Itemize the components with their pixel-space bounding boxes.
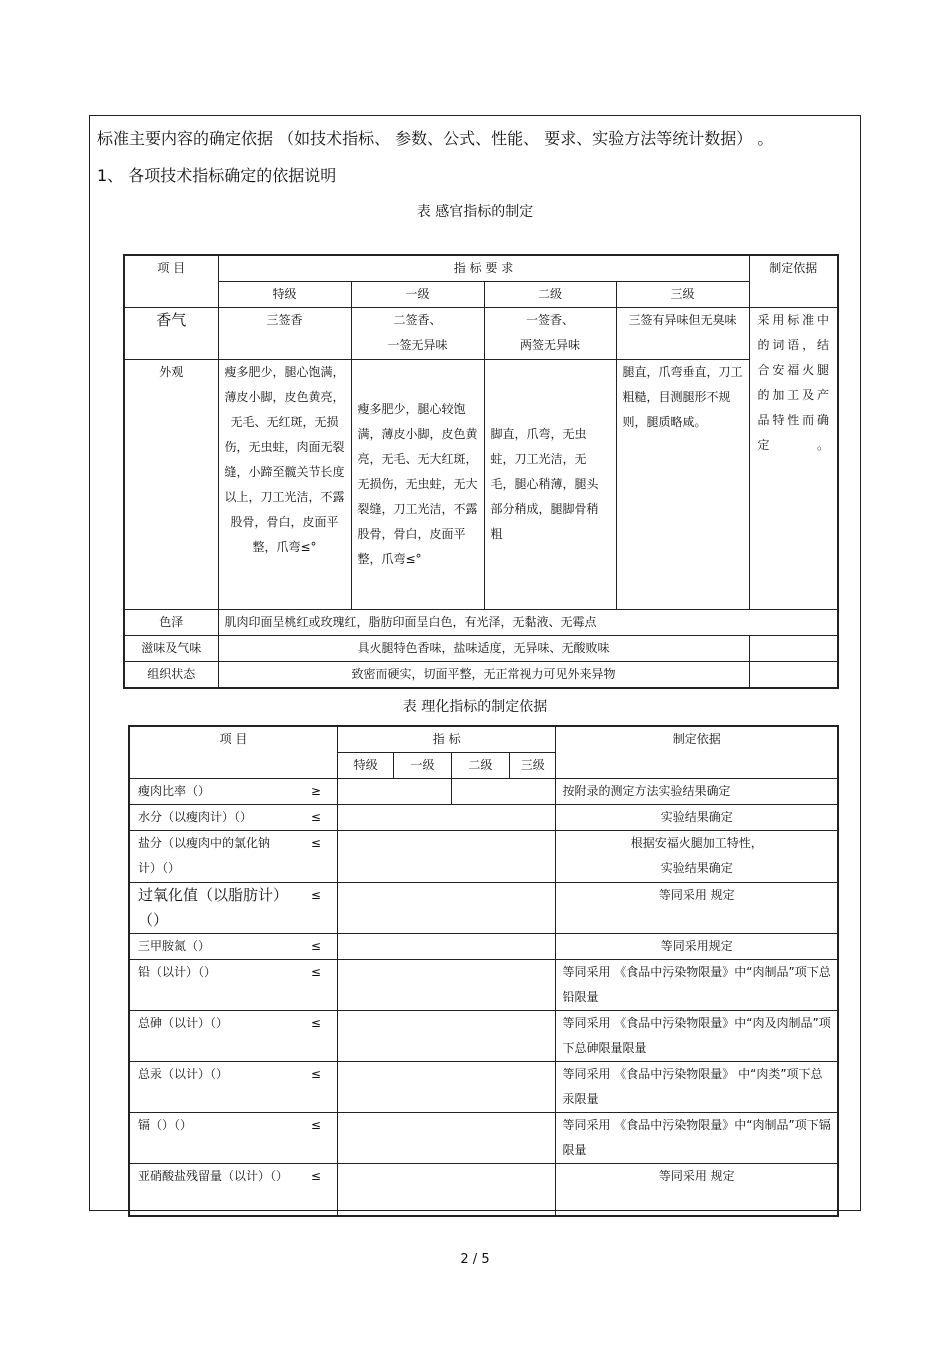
- t1-merged: 肌肉印面呈桃红或玫瑰红，脂肪印面呈白色，有光泽，无黏液、无霉点: [218, 610, 838, 636]
- t2-row-item: 盐分（以瘦肉中的氯化钠计）（） ≤: [129, 831, 337, 883]
- t1-empty: [749, 662, 838, 689]
- table1-caption: 表 感官指标的制定: [416, 204, 534, 220]
- t2-value: [337, 805, 556, 831]
- sensory-table: [123, 254, 839, 689]
- t1-cell: 脚直，爪弯，无虫蛀，刀工光洁，无毛，腿心稍薄，腿头部分稍成，腿脚骨稍粗: [484, 360, 616, 610]
- t2-value: [337, 883, 556, 934]
- t1-merged: 致密而硬实，切面平整，无正常视力可见外来异物: [218, 662, 749, 689]
- t1-cell: 三签香: [218, 308, 351, 360]
- t2-basis: 等同采用 规定: [556, 883, 838, 934]
- t2-value: [337, 1062, 556, 1113]
- t2-value: [451, 779, 556, 805]
- t2-value: [337, 1164, 556, 1216]
- t2-grade: 一级: [394, 753, 451, 779]
- t1-grade: 一级: [351, 282, 484, 308]
- t2-row-item: 总汞（以计）（） ≤: [129, 1062, 337, 1113]
- table2-caption: 表 理化指标的制定依据: [402, 699, 548, 715]
- t2-basis: 等同采用规定: [556, 934, 838, 960]
- t2-grade: 三级: [510, 753, 556, 779]
- t2-basis: 等同采用 《食品中污染物限量》中“肉及肉制品”项下总砷限量限量: [556, 1011, 838, 1062]
- t2-value: [337, 831, 556, 883]
- t2-value: [337, 779, 451, 805]
- t1-header-basis: 制定依据: [749, 255, 838, 308]
- t2-row-item: 三甲胺氮（） ≤: [129, 934, 337, 960]
- t1-cell: 瘦多肥少，腿心饱满，薄皮小脚，皮色黄亮，无毛、无红斑，无损伤，无虫蛀，肉面无裂缝，小蹄至髋关节长度以上，刀工光洁，不露股骨，骨白，皮面平整，爪弯≤°: [218, 360, 351, 610]
- t2-row-item: 铅（以计）（） ≤: [129, 960, 337, 1011]
- t1-grade: 三级: [616, 282, 749, 308]
- t2-header-indicator: 指 标: [337, 726, 556, 753]
- t2-value: [337, 1011, 556, 1062]
- t1-cell: 腿直，爪弯垂直，刀工粗糙，目测腿形不规则，腿质略咸。: [616, 360, 749, 610]
- t2-row-item: 瘦肉比率（） ≥: [129, 779, 337, 805]
- t1-header-item: 项 目: [124, 255, 218, 308]
- t2-basis: 等同采用 《食品中污染物限量》中“肉制品”项下镉限量: [556, 1113, 838, 1164]
- t1-row-item: 组织状态: [124, 662, 218, 689]
- physchem-table: [128, 725, 839, 1217]
- t2-grade: 二级: [451, 753, 509, 779]
- intro-text: 标准主要内容的确定依据 （如技术指标、 参数、公式、性能、 要求、实验方法等统计数据） 。: [97, 129, 774, 148]
- section-heading: 1、 各项技术指标确定的依据说明: [97, 166, 337, 185]
- t1-merged: 具火腿特色香味，盐味适度，无异味、无酸败味: [218, 636, 749, 662]
- t2-value: [337, 1113, 556, 1164]
- t2-header-basis: 制定依据: [556, 726, 838, 779]
- t1-row-item: 香气: [124, 308, 218, 360]
- t2-basis: 按附录的测定方法实验结果确定: [556, 779, 838, 805]
- t2-basis: 等同采用 《食品中污染物限量》中“肉制品”项下总铅限量: [556, 960, 838, 1011]
- t1-row-item: 滋味及气味: [124, 636, 218, 662]
- t1-grade: 特级: [218, 282, 351, 308]
- t2-grade: 特级: [337, 753, 393, 779]
- t1-header-requirements: 指 标 要 求: [218, 255, 749, 282]
- t1-cell: 瘦多肥少，腿心较饱满，薄皮小脚，皮色黄亮，无毛、无大红斑，无损伤，无虫蛀，无大裂缝，刀工光洁，不露股骨，骨白，皮面平整，爪弯≤°: [351, 360, 484, 610]
- t2-basis: 等同采用 《食品中污染物限量》 中“肉类”项下总汞限量: [556, 1062, 838, 1113]
- t2-value: [337, 934, 556, 960]
- t1-empty: [749, 636, 838, 662]
- t1-grade: 二级: [484, 282, 616, 308]
- t1-cell: 三签有异味但无臭味: [616, 308, 749, 360]
- t2-row-item: 水分（以瘦肉计）（） ≤: [129, 805, 337, 831]
- t2-row-item: 镉（）（） ≤: [129, 1113, 337, 1164]
- t2-basis: 等同采用 规定: [556, 1164, 838, 1216]
- t1-basis: 采用标准中的词语，结合安福火腿的加工及产品特性而确定。: [749, 308, 838, 610]
- t2-header-item: 项 目: [129, 726, 337, 779]
- t2-value: [337, 960, 556, 1011]
- page-number: 2 / 5: [460, 1252, 490, 1267]
- t1-row-item: 色泽: [124, 610, 218, 636]
- t1-cell: 一签香、 两签无异味: [484, 308, 616, 360]
- t2-row-item: 过氧化值（以脂肪计）（） ≤: [129, 883, 337, 934]
- t2-row-item: 亚硝酸盐残留量（以计）（） ≤: [129, 1164, 337, 1216]
- t2-basis: 根据安福火腿加工特性， 实验结果确定: [556, 831, 838, 883]
- t1-cell: 二签香、 一签无异味: [351, 308, 484, 360]
- t1-row-item: 外观: [124, 360, 218, 610]
- t2-basis: 实验结果确定: [556, 805, 838, 831]
- t2-row-item: 总砷（以计）（） ≤: [129, 1011, 337, 1062]
